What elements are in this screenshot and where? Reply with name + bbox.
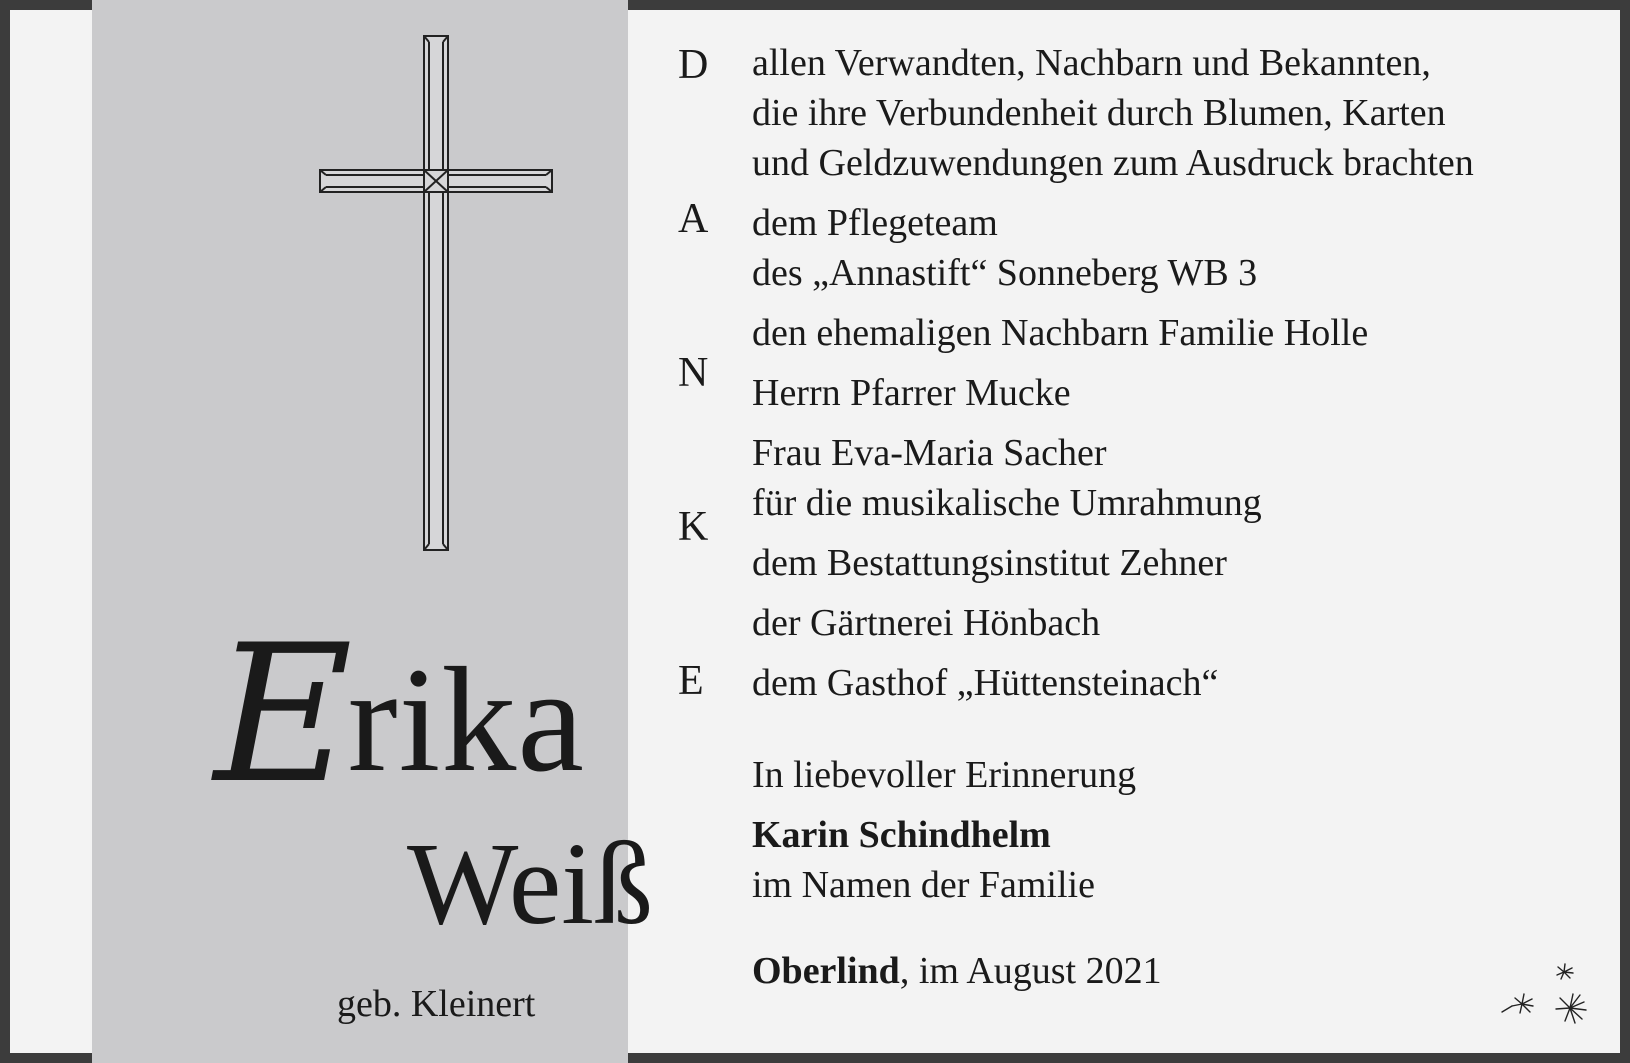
thanks-group-funeral-home xyxy=(752,538,1227,588)
thanks-line: den ehemaligen Nachbarn Familie Holle xyxy=(752,312,1369,354)
thanks-group-nursery xyxy=(752,598,1100,648)
thanks-line: dem Gasthof „Hüttensteinach“ xyxy=(752,662,1219,704)
thanks-group-music xyxy=(752,428,1262,528)
place-date-line xyxy=(752,946,1162,996)
deceased-maiden-name: geb. Kleinert xyxy=(337,983,536,1025)
deceased-last-name: Weiß xyxy=(407,818,654,949)
first-name-initial: E xyxy=(214,604,354,825)
thanks-line: allen Verwandten, Nachbarn und Bekannten, xyxy=(752,42,1431,84)
danke-letter-e: E xyxy=(678,658,704,704)
deceased-first-name xyxy=(214,604,585,825)
thanks-line: Frau Eva-Maria Sacher xyxy=(752,432,1107,474)
thanks-group-care-team xyxy=(752,198,1257,298)
name-panel xyxy=(92,0,654,1063)
thanks-line: dem Bestattungsinstitut Zehner xyxy=(752,542,1227,584)
first-name-rest: rika xyxy=(347,637,585,803)
thanks-group-relatives xyxy=(752,38,1474,188)
thanks-group-neighbors xyxy=(752,308,1368,358)
danke-letter-n: N xyxy=(678,350,709,396)
signer-name: Karin Schindhelm xyxy=(752,814,1051,856)
thanks-line: dem Pflegeteam xyxy=(752,202,998,244)
cross-icon xyxy=(318,34,558,554)
thanks-line: der Gärtnerei Hönbach xyxy=(752,602,1101,644)
thanks-line: Herrn Pfarrer Mucke xyxy=(752,372,1071,414)
thanks-line: die ihre Verbundenheit durch Blumen, Karten xyxy=(752,92,1446,134)
date-text: , im August 2021 xyxy=(899,950,1162,992)
dandelion-icon xyxy=(1500,960,1600,1030)
thanks-group-pastor xyxy=(752,368,1071,418)
thanks-line: des „Annastift“ Sonneberg WB 3 xyxy=(752,252,1258,294)
memory-line: In liebevoller Erinnerung xyxy=(752,754,1137,796)
danke-letter-k: K xyxy=(678,504,709,550)
place-name: Oberlind xyxy=(752,950,900,992)
danke-letter-d: D xyxy=(678,42,709,88)
thanks-line: für die musikalische Umrahmung xyxy=(752,482,1262,524)
obituary-card xyxy=(10,10,1620,1053)
danke-letter-a: A xyxy=(678,196,709,242)
on-behalf-line: im Namen der Familie xyxy=(752,864,1095,906)
thanks-group-inn xyxy=(752,658,1218,708)
thanks-line: und Geldzuwendungen zum Ausdruck brachten xyxy=(752,142,1474,184)
signature-block xyxy=(752,750,1136,910)
